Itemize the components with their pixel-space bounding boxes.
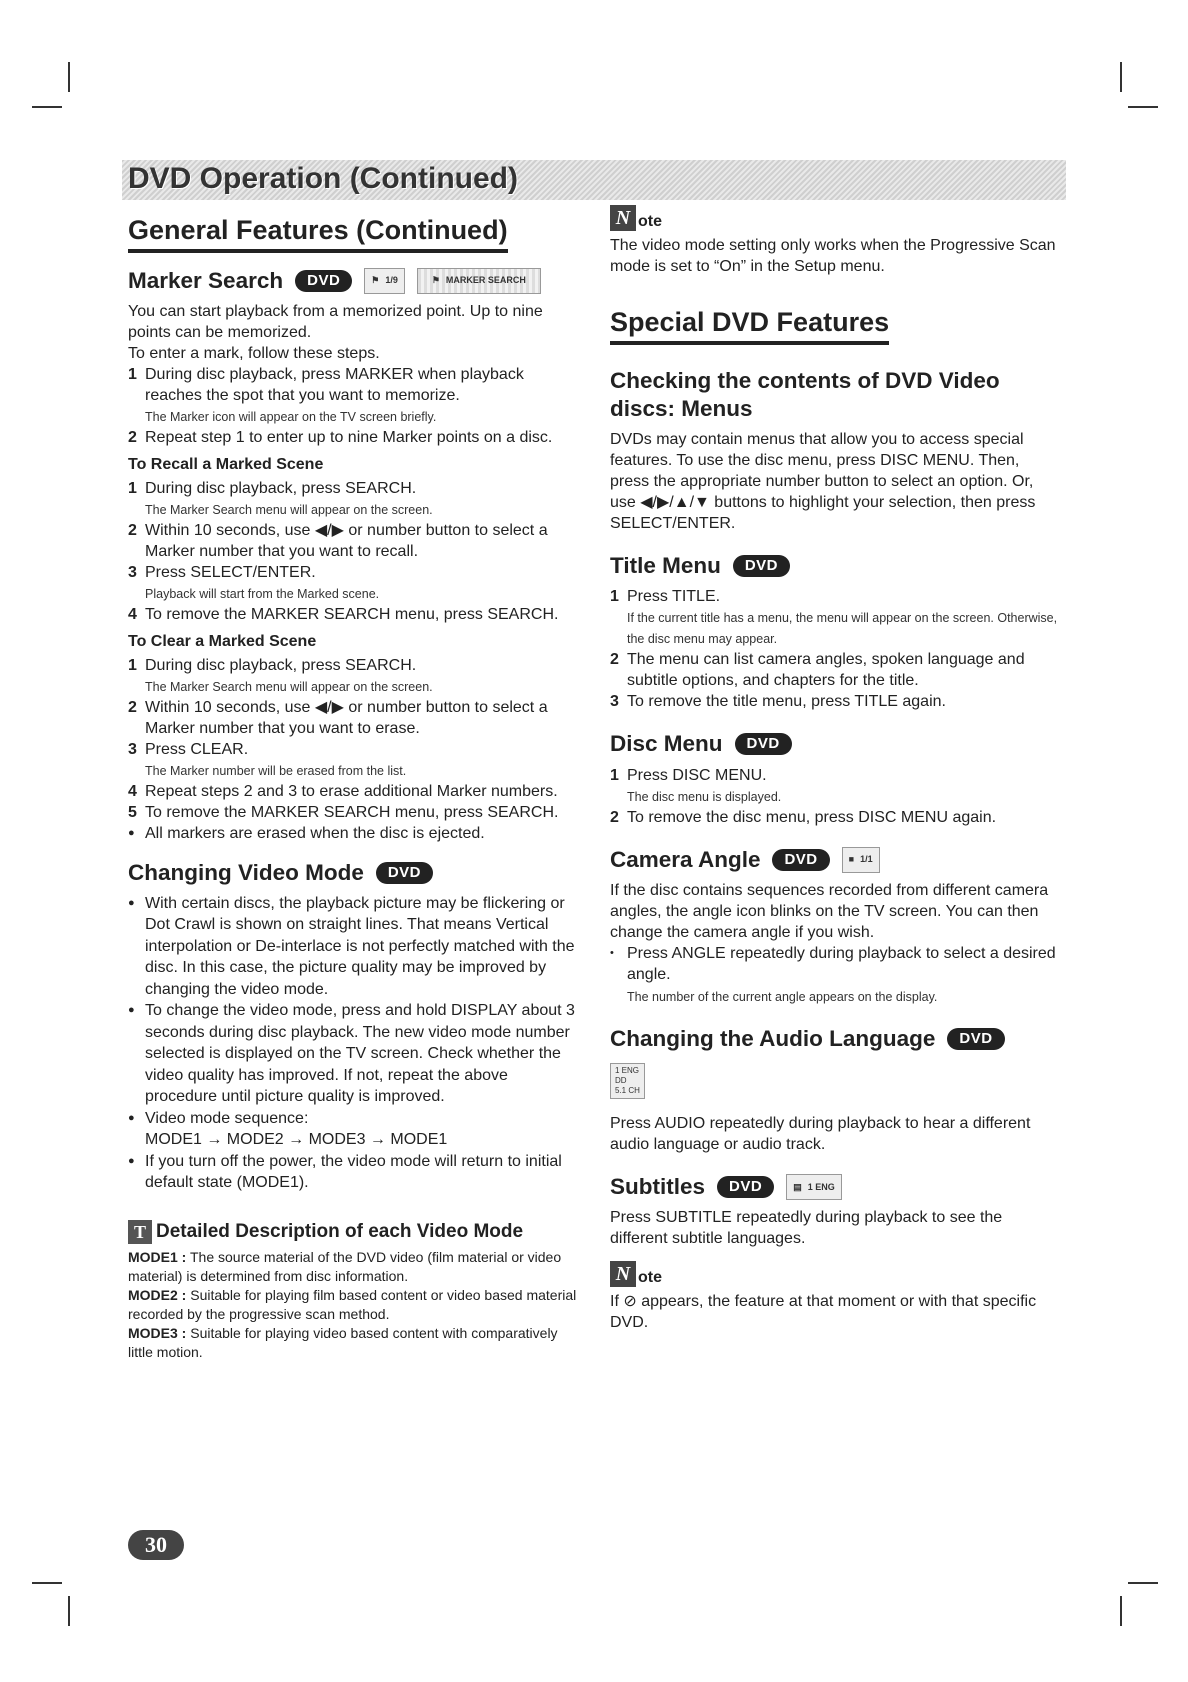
- step-number: 3: [128, 564, 137, 582]
- camera-heading: [610, 846, 1060, 874]
- step-item: [128, 427, 578, 448]
- mode-key: MODE1 :: [128, 1248, 187, 1265]
- crop-mark: [68, 62, 70, 92]
- dvd-badge: DVD: [376, 862, 433, 884]
- step-subtext: The disc menu is displayed.: [627, 789, 782, 804]
- step-text: To remove the title menu, press TITLE again.: [627, 693, 946, 711]
- step-number: 1: [610, 766, 619, 784]
- step-content: [145, 427, 578, 448]
- bullet-icon: •: [610, 946, 614, 959]
- mode-value: Suitable for playing film based content or video based material recorded by the progressive scan method.: [128, 1286, 577, 1322]
- crop-mark: [1128, 106, 1158, 108]
- step-content: [145, 781, 578, 802]
- menus-heading: Checking the contents of DVD Video discs: Menus: [610, 368, 1000, 422]
- sequence-label: Video mode sequence:: [145, 1109, 309, 1127]
- section-title-general: General Features (Continued): [128, 215, 508, 253]
- detail-heading: [128, 1220, 578, 1244]
- step-subtext: The Marker Search menu will appear on the screen.: [145, 680, 433, 695]
- header-banner: [122, 160, 1066, 200]
- crop-mark: [1128, 1582, 1158, 1584]
- step-content: [145, 562, 578, 604]
- step-content: [145, 739, 578, 781]
- menus-text: DVDs may contain menus that allow you to access special features. To use the disc menu, press DISC MENU. Then, press the appropriate number button to select an option. Or, use ◀/▶/▲/▼ buttons to highlight your selection, then press SELECT/ENTER.: [610, 431, 1036, 533]
- detail-title: Detailed Description of each Video Mode: [156, 1220, 524, 1242]
- mode-description: [128, 1248, 578, 1286]
- audio-osd: [610, 1063, 645, 1099]
- subtitle-osd-value: 1 ENG: [807, 1181, 835, 1192]
- mode-key: MODE3 :: [128, 1324, 187, 1341]
- marker-intro: You can start playback from a memorized point. Up to nine points can be memorized.: [128, 303, 543, 342]
- step-text: Within 10 seconds, use ◀/▶ or number button to select a Marker number that you want to erase.: [145, 699, 548, 738]
- crop-mark: [32, 106, 62, 108]
- angle-osd-value: 1/1: [860, 853, 873, 864]
- bullet-icon: ●: [128, 896, 135, 909]
- marker-search-title: Marker Search: [128, 268, 284, 293]
- step-content: [627, 765, 1060, 807]
- list-item: [128, 893, 578, 1001]
- step-item: [610, 691, 1060, 712]
- step-text: Repeat step 1 to enter up to nine Marker points on a disc.: [145, 429, 553, 447]
- video-mode-heading: [128, 859, 578, 887]
- note-icon: N: [610, 205, 636, 231]
- step-item: [610, 765, 1060, 807]
- step-item: [128, 802, 578, 823]
- step-number: 1: [128, 657, 137, 675]
- mode-list: [128, 1248, 578, 1362]
- step-content: [145, 364, 578, 427]
- dvd-badge: DVD: [735, 733, 792, 755]
- marker-intro-2: To enter a mark, follow these steps.: [128, 345, 380, 363]
- bullet-text: To change the video mode, press and hold DISPLAY about 3 seconds during disc playback. The new video mode number selected is displayed on the TV screen. Check whether the video quality has improved. If not, repeat the above procedure until picture quality is improved.: [145, 1002, 575, 1106]
- step-content: [145, 520, 578, 562]
- step-item: [610, 649, 1060, 691]
- step-item: [610, 586, 1060, 649]
- title-menu-title: Title Menu: [610, 553, 721, 579]
- step-number: 2: [610, 808, 619, 826]
- step-item: [128, 739, 578, 781]
- subtitles-title: Subtitles: [610, 1174, 706, 1200]
- camera-text: If the disc contains sequences recorded from different camera angles, the angle icon blinks on the TV screen. You can then change the camera angle if you wish.: [610, 881, 1049, 941]
- step-content: [627, 807, 1060, 828]
- audio-osd-line: 1 ENG: [615, 1066, 640, 1076]
- step-item: [128, 364, 578, 427]
- dvd-badge: DVD: [733, 555, 790, 577]
- step-content: [145, 655, 578, 697]
- marker-search-osd: [417, 268, 541, 294]
- subtitles-heading: [610, 1173, 1060, 1201]
- mode-description: [128, 1286, 578, 1324]
- dvd-badge: DVD: [947, 1028, 1004, 1050]
- step-subtext: The Marker Search menu will appear on the screen.: [145, 503, 433, 518]
- step-number: 2: [610, 651, 619, 669]
- step-content: [627, 586, 1060, 649]
- list-item: [128, 823, 578, 845]
- mode-description: [128, 1324, 578, 1362]
- audio-osd-line: DD: [615, 1076, 627, 1086]
- subtitle-icon: ▤: [793, 1181, 802, 1192]
- step-item: [128, 562, 578, 604]
- note-heading: [610, 205, 1060, 231]
- step-text: During disc playback, press MARKER when playback reaches the spot that you want to memorize.: [145, 366, 524, 405]
- note-label: ote: [638, 213, 662, 230]
- section-title-special: Special DVD Features: [610, 307, 889, 345]
- crop-mark: [1120, 1596, 1122, 1626]
- disc-menu-heading: [610, 730, 1060, 758]
- step-text: The menu can list camera angles, spoken language and subtitle options, and chapters for the title.: [627, 651, 1025, 690]
- crop-mark: [32, 1582, 62, 1584]
- audio-title: Changing the Audio Language: [610, 1026, 936, 1052]
- step-content: [627, 691, 1060, 712]
- subtitle-osd: [786, 1174, 842, 1200]
- camera-bullet-text: Press ANGLE repeatedly during playback to select a desired angle.: [627, 944, 1056, 984]
- subtitles-text: Press SUBTITLE repeatedly during playback to see the different subtitle languages.: [610, 1209, 1003, 1248]
- step-text: Press CLEAR.: [145, 741, 249, 759]
- note-label: ote: [638, 1269, 662, 1287]
- step-number: 2: [128, 429, 137, 447]
- camera-small-text: The number of the current angle appears on the display.: [627, 989, 938, 1004]
- bullet-text: If you turn off the power, the video mode will return to initial default state (MODE1).: [145, 1152, 562, 1192]
- bullet-icon: ●: [128, 1154, 135, 1167]
- angle-osd: [842, 847, 880, 873]
- step-number: 1: [610, 588, 619, 606]
- marker-steps: [128, 364, 578, 448]
- step-item: [610, 807, 1060, 828]
- step-item: [128, 604, 578, 625]
- audio-text: Press AUDIO repeatedly during playback to hear a different audio language or audio track.: [610, 1115, 1031, 1154]
- recall-title: To Recall a Marked Scene: [128, 456, 324, 474]
- step-number: 3: [128, 741, 137, 759]
- step-subtext: If the current title has a menu, the menu will appear on the screen. Otherwise, the disc menu may appear.: [627, 611, 1058, 647]
- step-content: [627, 649, 1060, 691]
- step-text: Within 10 seconds, use ◀/▶ or number button to select a Marker number that you want to recall.: [145, 522, 548, 561]
- step-item: [128, 478, 578, 520]
- note-heading: [610, 1261, 1060, 1287]
- disc-menu-steps: [610, 765, 1060, 828]
- step-text: To remove the disc menu, press DISC MENU again.: [627, 808, 997, 826]
- step-number: 4: [128, 606, 137, 624]
- dvd-badge: DVD: [717, 1176, 774, 1198]
- step-text: Repeat steps 2 and 3 to erase additional Marker numbers.: [145, 783, 558, 801]
- note-text: The video mode setting only works when the Progressive Scan mode is set to “On” in the Setup menu.: [610, 237, 1056, 275]
- title-menu-heading: [610, 552, 1060, 580]
- step-subtext: The Marker icon will appear on the TV screen briefly.: [145, 410, 437, 425]
- step-item: [128, 781, 578, 802]
- mode-value: The source material of the DVD video (film material or video material) is determined from disc information.: [128, 1248, 562, 1284]
- marker-search-osd-label: MARKER SEARCH: [445, 275, 526, 286]
- tip-icon: T: [128, 1220, 152, 1244]
- step-subtext: The Marker number will be erased from the list.: [145, 764, 407, 779]
- crop-mark: [1120, 62, 1122, 92]
- bullet-icon: ●: [128, 1004, 135, 1017]
- step-text: Press TITLE.: [627, 588, 721, 606]
- right-column: [610, 205, 1060, 1333]
- step-subtext: Playback will start from the Marked scene.: [145, 587, 380, 602]
- left-column: [128, 205, 578, 1362]
- list-item: [128, 1000, 578, 1108]
- list-item: [128, 1151, 578, 1194]
- bullet-icon: ●: [128, 1111, 135, 1124]
- step-content: [145, 478, 578, 520]
- bullet-text: With certain discs, the playback picture may be flickering or Dot Crawl is shown on straight lines. That means Vertical interpolation or De-interlace is not perfectly matched with the disc. In this case, the picture quality may be improved by changing the video mode.: [145, 894, 575, 998]
- camera-title: Camera Angle: [610, 846, 761, 872]
- audio-heading: [610, 1025, 1060, 1053]
- crop-mark: [68, 1596, 70, 1626]
- step-content: [145, 604, 578, 625]
- step-text: During disc playback, press SEARCH.: [145, 480, 417, 498]
- bullet-text: All markers are erased when the disc is ejected.: [145, 825, 485, 843]
- note-text: If ⊘ appears, the feature at that moment or with that specific DVD.: [610, 1293, 1037, 1332]
- marker-icon: ⚑: [431, 275, 440, 286]
- marker-icon: ⚑: [371, 275, 380, 286]
- bullet-icon: ●: [128, 827, 135, 840]
- list-item: [610, 943, 1060, 1008]
- recall-steps: [128, 478, 578, 625]
- step-number: 1: [128, 366, 137, 384]
- disc-menu-title: Disc Menu: [610, 731, 723, 757]
- step-content: [145, 697, 578, 739]
- dvd-badge: DVD: [772, 849, 829, 871]
- list-item: [128, 1108, 578, 1151]
- step-number: 3: [610, 693, 619, 711]
- step-item: [128, 655, 578, 697]
- camera-icon: ■: [848, 853, 855, 864]
- video-mode-title: Changing Video Mode: [128, 859, 364, 885]
- marker-osd-count: 1/9: [385, 275, 398, 286]
- step-number: 1: [128, 480, 137, 498]
- step-text: Press SELECT/ENTER.: [145, 564, 316, 582]
- mode-key: MODE2 :: [128, 1286, 187, 1303]
- step-text: To remove the MARKER SEARCH menu, press SEARCH.: [145, 804, 559, 822]
- marker-search-heading: [128, 267, 578, 295]
- step-content: [145, 802, 578, 823]
- title-menu-steps: [610, 586, 1060, 712]
- bullet-text: [145, 1108, 447, 1151]
- banner-title: DVD Operation (Continued): [128, 162, 518, 195]
- step-item: [128, 520, 578, 562]
- step-text: Press DISC MENU.: [627, 766, 767, 784]
- mode-sequence: MODE1 → MODE2 → MODE3 → MODE1: [145, 1131, 448, 1149]
- marker-osd: [364, 268, 405, 294]
- audio-osd-line: 5.1 CH: [615, 1086, 640, 1096]
- page-number: 30: [128, 1530, 184, 1560]
- clear-title: To Clear a Marked Scene: [128, 633, 317, 651]
- clear-steps: [128, 655, 578, 823]
- note-icon: N: [610, 1261, 636, 1287]
- step-number: 5: [128, 804, 137, 822]
- step-number: 2: [128, 522, 137, 540]
- step-number: 4: [128, 783, 137, 801]
- step-text: To remove the MARKER SEARCH menu, press SEARCH.: [145, 606, 559, 624]
- step-text: During disc playback, press SEARCH.: [145, 657, 417, 675]
- step-number: 2: [128, 699, 137, 717]
- dvd-badge: DVD: [295, 270, 352, 292]
- mode-value: Suitable for playing video based content with comparatively little motion.: [128, 1324, 558, 1360]
- step-item: [128, 697, 578, 739]
- bullet-text: [627, 943, 1060, 1008]
